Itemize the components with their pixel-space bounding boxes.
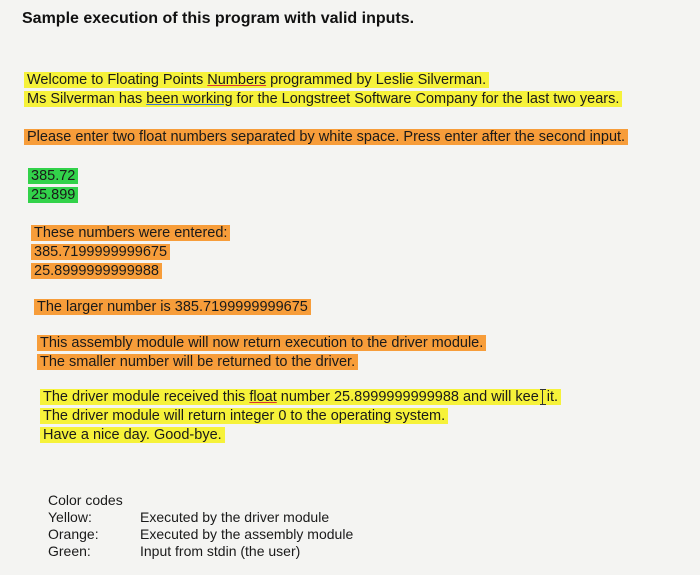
underlined-word-float: float <box>249 389 277 405</box>
assembly-line-2: The smaller number will be returned to the driver. <box>37 354 358 370</box>
welcome-block <box>24 71 622 109</box>
legend-key: Green: <box>48 543 91 559</box>
prompt-line: Please enter two float numbers separated by white space. Press enter after the second input. <box>24 129 628 145</box>
welcome-line-2: Ms Silverman has been working for the Longstreet Software Company for the last two years. <box>24 91 622 107</box>
input-block <box>28 167 78 205</box>
driver-line-1: The driver module received this float number 25.8999999999988 and will kee it. <box>40 389 561 405</box>
legend-row-green <box>48 543 353 560</box>
text-cursor-icon <box>540 389 546 405</box>
entered-value-2: 25.8999999999988 <box>31 263 162 279</box>
assembly-line-1: This assembly module will now return execution to the driver module. <box>37 335 486 351</box>
driver-block <box>40 388 561 445</box>
legend-title: Color codes <box>48 492 123 508</box>
page-heading: Sample execution of this program with valid inputs. <box>22 10 415 27</box>
input-value-1: 385.72 <box>28 168 78 184</box>
legend-row-orange <box>48 526 353 543</box>
larger-number-line: The larger number is 385.7199999999675 <box>34 299 311 315</box>
legend-key: Orange: <box>48 526 99 542</box>
legend-row-yellow <box>48 509 353 526</box>
color-legend <box>48 492 353 560</box>
entered-value-1: 385.7199999999675 <box>31 244 170 260</box>
underlined-phrase-been-working: been working <box>146 91 233 107</box>
legend-desc: Executed by the assembly module <box>140 526 354 542</box>
prompt-block <box>24 128 628 147</box>
legend-desc: Input from stdin (the user) <box>140 543 301 559</box>
larger-block <box>34 298 311 317</box>
legend-desc: Executed by the driver module <box>140 509 330 525</box>
driver-line-3: Have a nice day. Good-bye. <box>40 427 225 443</box>
input-value-2: 25.899 <box>28 187 78 203</box>
assembly-block <box>37 334 486 372</box>
welcome-line-1: Welcome to Floating Points Numbers programmed by Leslie Silverman. <box>24 72 489 88</box>
underlined-word-numbers: Numbers <box>207 72 267 88</box>
entered-block <box>31 224 230 281</box>
driver-line-2: The driver module will return integer 0 to the operating system. <box>40 408 448 424</box>
legend-key: Yellow: <box>48 509 92 525</box>
entered-label: These numbers were entered: <box>31 225 230 241</box>
